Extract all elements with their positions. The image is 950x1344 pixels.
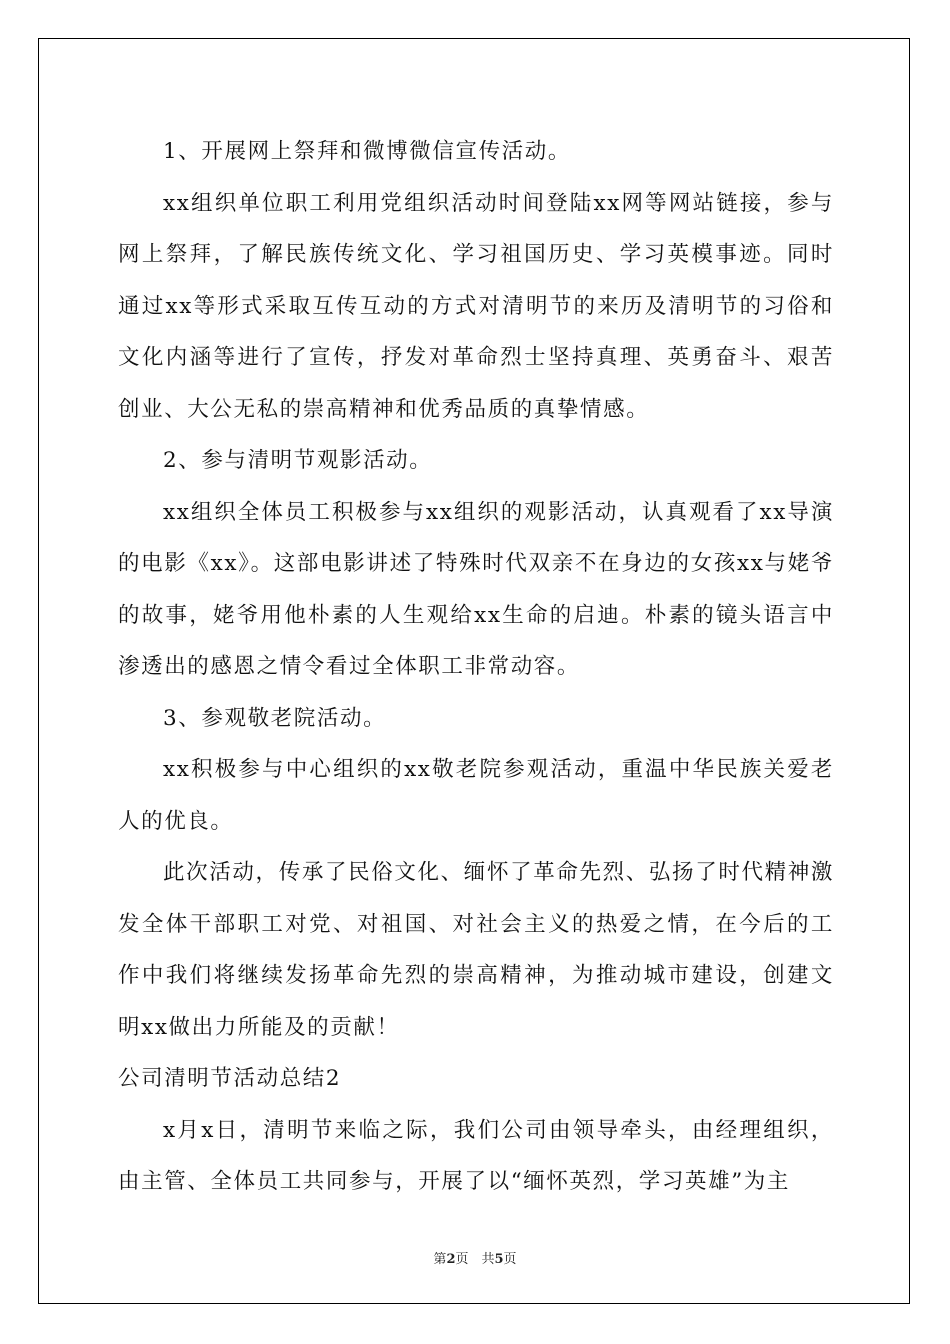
page-footer xyxy=(0,1248,950,1267)
footer-prefix: 第 xyxy=(433,1252,447,1267)
document-body xyxy=(118,126,834,1208)
body-paragraph: xx组织单位职工利用党组织活动时间登陆xx网等网站链接，参与网上祭拜，了解民族传统文化、学习祖国历史、学习英模事迹。同时通过xx等形式采取互传互动的方式对清明节的来历及清明节的习俗和文化内涵等进行了宣传，抒发对革命烈士坚持真理、英勇奋斗、艰苦创业、大公无私的崇高精神和优秀品质的真挚情感。 xyxy=(118,190,834,422)
document-subtitle: 公司清明节活动总结2 xyxy=(118,1066,342,1091)
section-heading-3: 3、参观敬老院活动。 xyxy=(163,705,387,731)
footer-suffix: 页 xyxy=(503,1252,517,1267)
body-paragraph: xx组织全体员工积极参与xx组织的观影活动，认真观看了xx导演的电影《xx》。这部电影讲述了特殊时代双亲不在身边的女孩xx与姥爷的故事，姥爷用他朴素的人生观给xx生命的启迪。朴素的镜头语言中渗透出的感恩之情令看过全体职工非常动容。 xyxy=(118,499,834,679)
body-paragraph: x月x日，清明节来临之际，我们公司由领导牵头，由经理组织，由主管、全体员工共同参与，开展了以“缅怀英烈，学习英雄”为主 xyxy=(118,1117,834,1194)
section-heading-2: 2、参与清明节观影活动。 xyxy=(163,448,433,473)
footer-mid: 页 共 xyxy=(455,1252,495,1267)
total-page-count: 5 xyxy=(494,1252,504,1267)
section-heading-1: 1、开展网上祭拜和微博微信宣传活动。 xyxy=(163,139,571,164)
current-page-number: 2 xyxy=(446,1252,456,1267)
conclusion-paragraph: 此次活动，传承了民俗文化、缅怀了革命先烈、弘扬了时代精神激发全体干部职工对党、对祖国、对社会主义的热爱之情，在今后的工作中我们将继续发扬革命先烈的崇高精神，为推动城市建设，创建文明xx做出力所能及的贡献！ xyxy=(118,860,834,1040)
body-paragraph: xx积极参与中心组织的xx敬老院参观活动，重温中华民族关爱老人的优良。 xyxy=(118,757,834,834)
